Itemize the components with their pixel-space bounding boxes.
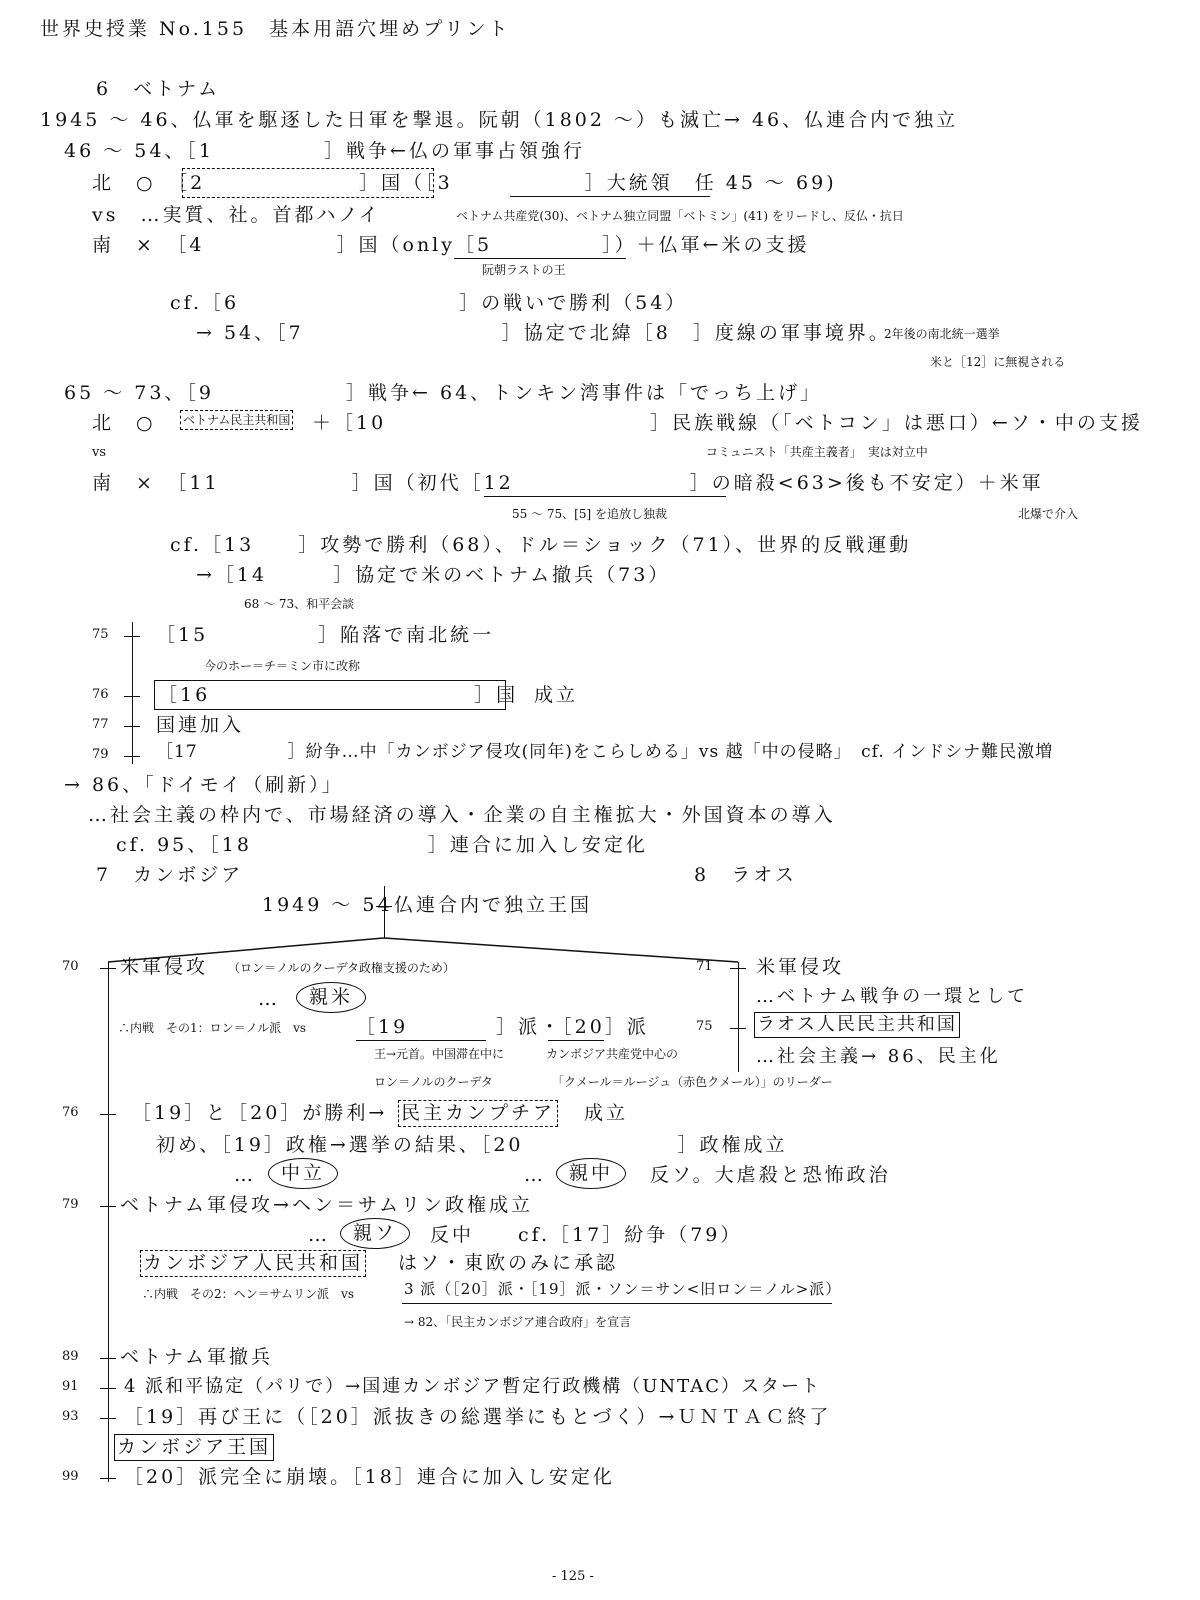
laos-tick-71 — [730, 968, 746, 969]
vs-2-note: コミュニスト「共産主義者」 実は対立中 — [706, 445, 928, 459]
text-76a: ［16 ］国 — [158, 684, 519, 706]
cambodia-1949-year: 1949 ～ 54 — [262, 894, 393, 916]
tick-99 — [100, 1478, 116, 1479]
laos-71-text: 米軍侵攻 — [756, 956, 845, 978]
text-89: ベトナム軍撤兵 — [120, 1346, 274, 1368]
section-8-title: 8 ラオス — [694, 864, 797, 886]
note-8a: 2年後の南北統一選挙 — [884, 327, 1000, 341]
vs-1-note: ベトナム共産党(30)、ベトナム独立同盟「ベトミン」(41) をリードし、反仏・抗日 — [456, 209, 904, 223]
doimoi: → 86、「ドイモイ（刷新）」 — [64, 774, 344, 796]
note-12: 55 ～ 75、[5] を追放し独裁 — [512, 507, 667, 521]
three-factions-underline — [402, 1303, 832, 1304]
north-2b: ＋［10 ］民族戦線（「ベトコン」は悪口）←ソ・中の支援 — [312, 412, 1143, 434]
text-79c: ベトナム軍侵攻→ヘン＝サムリン政権成立 — [120, 1194, 534, 1216]
section-7-title: 7 カンボジア — [96, 864, 244, 886]
south-1: 南 × ［4 ］国（only［5 ］）＋仏軍←米の支援 — [92, 234, 810, 256]
note-20b: 「クメール＝ルージュ（赤色クメール）」のリーダー — [552, 1075, 833, 1089]
tick-79-c — [100, 1206, 116, 1207]
laos-year-71: 71 — [696, 959, 713, 974]
cambodia-1949-text: 仏連合内で独立王国 — [394, 894, 593, 916]
year-91: 91 — [62, 1379, 79, 1394]
text-79c-b2: 反中 cf.［17］紛争（79） — [430, 1224, 743, 1246]
text-79c-b1: … — [308, 1224, 330, 1246]
line-65-73: 65 ～ 73、［9 ］戦争← 64、トンキン湾事件は「でっち上げ」 — [64, 382, 822, 404]
note-15: 今のホー＝チ＝ミン市に改称 — [204, 659, 361, 673]
laos-75b-text: …社会主義→ 86、民主化 — [756, 1046, 1001, 1067]
south-2: 南 × ［11 ］国（初代［12 ］の暗殺<63>後も不安定）＋米軍 — [92, 472, 1044, 494]
year-76: 76 — [92, 687, 109, 702]
text-79c-e: → 82、「民主カンボジア連合政府」を宣言 — [404, 1315, 632, 1329]
north-2-box: ベトナム民主共和国 — [180, 410, 293, 430]
year-93: 93 — [62, 1409, 79, 1424]
year-99: 99 — [62, 1469, 79, 1484]
vs-1: vs …実質、社。首都ハノイ — [92, 204, 381, 226]
section-6-title: 6 ベトナム — [96, 78, 221, 100]
year-75: 75 — [92, 627, 109, 642]
box-cambodia-peoples-republic: カンボジア人民共和国 — [140, 1250, 366, 1277]
note-5: 阮朝ラストの王 — [482, 263, 566, 277]
cf-1: cf.［6 ］の戦いで勝利（54） — [170, 292, 688, 314]
blank-20-underline — [548, 1040, 604, 1041]
year-77: 77 — [92, 717, 109, 732]
text-76c-b: 成立 — [584, 1102, 629, 1124]
year-79: 79 — [92, 747, 109, 762]
tick-70 — [100, 968, 116, 969]
arrow-1: → 54、［7 ］協定で北緯［8 ］度線の軍事境界。 — [196, 322, 891, 344]
note-20a: カンボジア共産党中心の — [546, 1047, 679, 1061]
line-1945: 1945 ～ 46、仏軍を駆逐した日軍を撃退。阮朝（1802 ～）も滅亡→ 46、仏連合内で独立 — [40, 109, 959, 131]
note-12b: 北爆で介入 — [1018, 507, 1079, 521]
note-8b: 米と［12］に無視される — [930, 355, 1066, 369]
cf-95: cf. 95、［18 ］連合に加入し安定化 — [116, 834, 648, 856]
laos-year-75: 75 — [696, 1019, 713, 1034]
text-70c1: ∴内戦 その1：ロン＝ノル派 vs — [118, 1021, 307, 1035]
text-93: ［19］再び王に（［20］派抜きの総選挙にもとづく）→ＵＮＴＡＣ終了 — [124, 1406, 832, 1428]
tick-91 — [100, 1388, 116, 1389]
year-89: 89 — [62, 1349, 79, 1364]
oval-shinbei: 親米 — [296, 982, 366, 1013]
vs-2: vs — [92, 445, 107, 460]
text-91: 4 派和平協定（パリで）→国連カンボジア暫定行政機構（UNTAC）スタート — [124, 1376, 821, 1397]
text-76c-d3: 反ソ。大虐殺と恐怖政治 — [650, 1164, 891, 1186]
text-99: ［20］派完全に崩壊。［18］連合に加入し安定化 — [124, 1466, 615, 1488]
box-minshu-kampuchea: 民主カンプチア — [398, 1100, 558, 1127]
cf-2: cf.［13 ］攻勢で勝利（68）、ドル＝ショック（71）、世界的反戦運動 — [170, 534, 912, 556]
laos-tick-75 — [730, 1028, 746, 1029]
text-70b: … — [258, 988, 280, 1010]
blank-19-underline — [356, 1040, 486, 1041]
text-79c-c: はソ・東欧のみに承認 — [398, 1252, 619, 1274]
year-70: 70 — [62, 959, 79, 974]
note-19b: ロン＝ノルのクーデタ — [374, 1075, 493, 1089]
text-75: ［15 ］陥落で南北統一 — [156, 624, 495, 646]
note-14: 68 ～ 73、和平会談 — [244, 597, 355, 611]
doimoi-2: …社会主義の枠内で、市場経済の導入・企業の自主権拡大・外国資本の導入 — [88, 804, 836, 826]
text-70c2: ［19 ］派・［20］派 — [356, 1016, 649, 1038]
timeline-cambodia — [108, 962, 109, 1482]
oval-shinso: 親ソ — [340, 1218, 410, 1249]
north-1: 北 ○ ［2 ］国（［3 ］大統領 任 45 ～ 69) — [92, 172, 837, 194]
laos-71b-text: …ベトナム戦争の一環として — [756, 986, 1029, 1007]
text-76c-c: 初め、［19］政権→選挙の結果、［20 ］政権成立 — [156, 1134, 788, 1156]
oval-shinchu: 親中 — [556, 1158, 626, 1189]
text-77: 国連加入 — [156, 714, 245, 736]
text-70-note: （ロン＝ノルのクーデタ政権支援のため） — [228, 961, 455, 975]
text-76b: 成立 — [534, 684, 579, 706]
year-76-c: 76 — [62, 1105, 79, 1120]
text-76c-a: ［19］と［20］が勝利→ — [132, 1102, 388, 1124]
tick-76-c — [100, 1114, 116, 1115]
text-79c-d2: 3 派（［20］派・［19］派・ソン＝サン<旧ロン＝ノル>派） — [404, 1280, 842, 1298]
year-79-c: 79 — [62, 1197, 79, 1212]
laos-75-box: ラオス人民民主共和国 — [754, 1012, 960, 1038]
timeline-laos — [738, 962, 739, 1072]
page-number: - 125 - — [552, 1569, 594, 1584]
text-70: 米軍侵攻 — [120, 956, 209, 978]
box-cambodia-kingdom: カンボジア王国 — [114, 1434, 274, 1461]
tick-93 — [100, 1418, 116, 1419]
note-19a: 王→元首。中国滞在中に — [374, 1047, 505, 1061]
text-79: ［17 ］紛争…中「カンボジア侵攻(同年)をこらしめる」vs 越「中の侵略」 cf. インドシナ難民激増 — [156, 742, 1054, 762]
line-46-54: 46 ～ 54、［1 ］戦争←仏の軍事占領強行 — [64, 140, 585, 162]
north-2a: 北 ○ — [92, 412, 156, 434]
oval-churitsu: 中立 — [268, 1158, 338, 1189]
tick-89 — [100, 1358, 116, 1359]
text-79c-d1: ∴内戦 その2：ヘン＝サムリン派 vs — [142, 1287, 354, 1301]
text-76c-d2: … — [524, 1164, 546, 1186]
arrow-2: →［14 ］協定で米のベトナム撤兵（73） — [196, 564, 671, 586]
text-76c-d1: … — [234, 1164, 256, 1186]
page-header: 世界史授業 No.155 基本用語穴埋めプリント — [40, 18, 511, 40]
